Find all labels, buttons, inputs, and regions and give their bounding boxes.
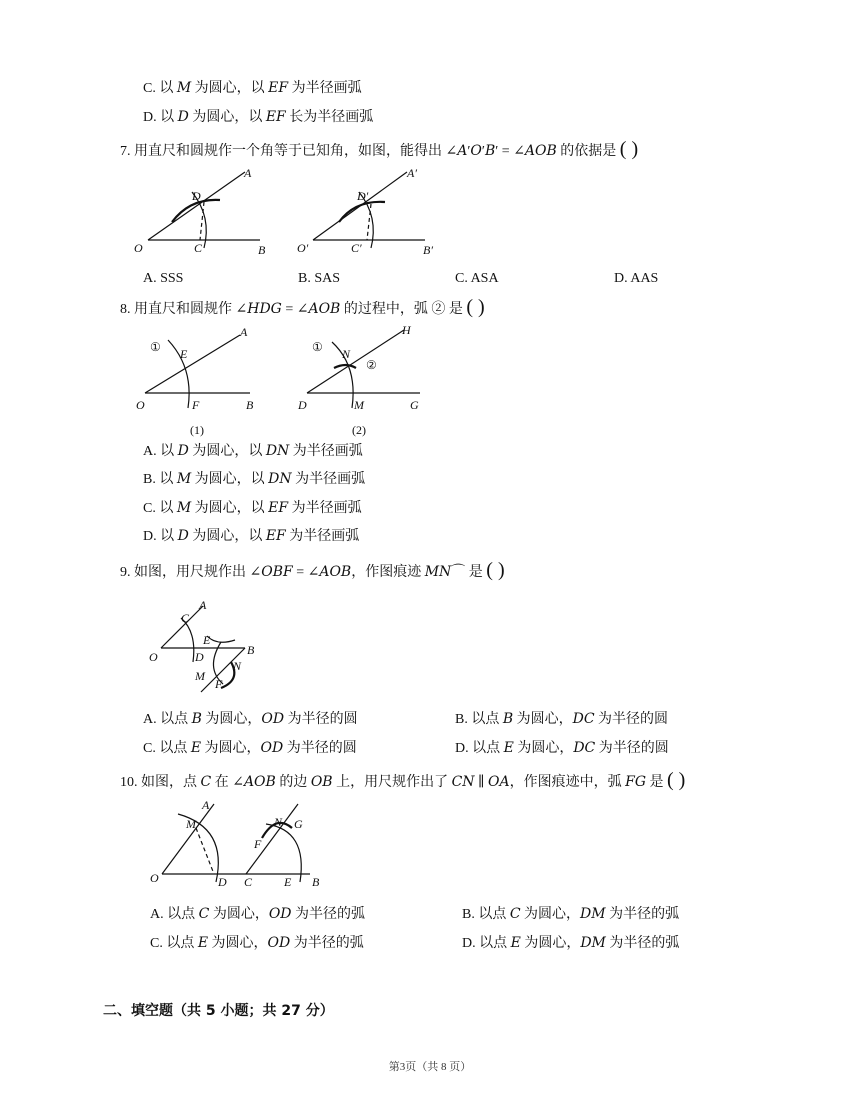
- label-e: E: [284, 875, 292, 889]
- arc-c-prime-d-prime: [339, 202, 385, 222]
- q6-option-c: C. 以 𝑀 为圆心，以 𝐸𝐹 为半径画弧: [143, 81, 362, 96]
- label-c: C: [194, 241, 203, 255]
- label-c-prime: C′: [351, 241, 362, 255]
- q7-option-a: A. SSS: [143, 271, 184, 286]
- q8-stem: [120, 298, 485, 319]
- ray-oa: [162, 804, 214, 874]
- label-b: B: [312, 875, 320, 889]
- label-d: D: [218, 875, 227, 889]
- q7-figure-1: [130, 162, 280, 262]
- label-arc-2: ②: [366, 358, 377, 372]
- label-m: M: [186, 817, 196, 831]
- q10-option-a: A. 以点 𝐶 为圆心，𝑂𝐷 为半径的弧: [150, 907, 366, 922]
- arc-md: [178, 814, 218, 882]
- label-b: B: [247, 643, 255, 657]
- label-o: O: [136, 398, 145, 412]
- label-a: A: [244, 166, 252, 180]
- q9-figure: [145, 592, 275, 697]
- label-m: M: [354, 398, 364, 412]
- label-e: E: [180, 347, 188, 361]
- arc-e: [207, 636, 235, 642]
- q9-option-d: D. 以点 𝐸 为圆心，𝐷𝐶 为半径的圆: [455, 741, 669, 756]
- q7-option-c: C. ASA: [455, 271, 499, 286]
- q9-stem: [120, 561, 505, 582]
- label-d-prime: D′: [357, 189, 369, 203]
- q10-figure: [148, 796, 338, 896]
- label-arc-1: ①: [150, 340, 161, 354]
- q8-answer-paren: ( ): [466, 296, 485, 318]
- label-m: M: [195, 669, 205, 683]
- arc-ne: [266, 824, 301, 882]
- q7-stem: [120, 140, 638, 161]
- section-2-title: 二、填空题（共 5 小题；共 27 分）: [103, 1003, 334, 1019]
- q7-option-d: D. AAS: [614, 271, 659, 286]
- label-a: A: [240, 325, 248, 339]
- q9-option-b: B. 以点 𝐵 为圆心，𝐷𝐶 为半径的圆: [455, 712, 669, 727]
- q8-figure-2: [292, 320, 432, 445]
- q7-answer-paren: ( ): [619, 138, 639, 160]
- label-g: G: [410, 398, 419, 412]
- q7-stem-text: 7. 用直尺和圆规作一个角等于已知角，如图，能得出 ∠𝐴′𝑂′𝐵′ = ∠𝐴𝑂𝐵 的依据是: [120, 144, 617, 159]
- label-g: G: [294, 817, 303, 831]
- label-b: B: [258, 243, 266, 257]
- label-n: N: [233, 659, 242, 673]
- label-b-prime: B′: [423, 243, 433, 257]
- label-e: E: [203, 633, 211, 647]
- label-o: O: [150, 871, 159, 885]
- label-o: O: [149, 650, 158, 664]
- label-h: H: [402, 323, 411, 337]
- arc-2: [334, 365, 356, 368]
- label-d: D: [195, 650, 204, 664]
- caption-1: (1): [190, 423, 204, 437]
- q10-option-c: C. 以点 𝐸 为圆心，𝑂𝐷 为半径的弧: [150, 936, 364, 951]
- q9-stem-text: 9. 如图，用尺规作出 ∠𝑂𝐵𝐹 = ∠𝐴𝑂𝐵，作图痕迹 𝑀𝑁⌒ 是: [120, 565, 483, 580]
- label-a-prime: A′: [407, 166, 417, 180]
- label-b: B: [246, 398, 254, 412]
- q7-option-b: B. SAS: [298, 271, 341, 286]
- label-o-prime: O′: [297, 241, 309, 255]
- q9-option-c: C. 以点 𝐸 为圆心，𝑂𝐷 为半径的圆: [143, 741, 357, 756]
- label-o: O: [134, 241, 143, 255]
- label-n: N: [342, 347, 351, 361]
- q9-option-a: A. 以点 𝐵 为圆心，𝑂𝐷 为半径的圆: [143, 712, 358, 727]
- label-f: F: [192, 398, 200, 412]
- q10-option-b: B. 以点 𝐶 为圆心，𝐷𝑀 为半径的弧: [462, 907, 680, 922]
- label-d: D: [298, 398, 307, 412]
- q7-figure-2: [295, 162, 455, 262]
- q8-option-a: A. 以 𝐷 为圆心，以 𝐷𝑁 为半径画弧: [143, 444, 363, 459]
- q10-answer-paren: ( ): [667, 769, 686, 791]
- label-f: F: [254, 837, 262, 851]
- label-a: A: [199, 598, 207, 612]
- caption-2: (2): [352, 423, 366, 437]
- q6-option-d: D. 以 𝐷 为圆心，以 𝐸𝐹 长为半径画弧: [143, 110, 374, 125]
- label-f: F: [215, 677, 223, 691]
- label-d: D: [192, 189, 201, 203]
- q10-option-d: D. 以点 𝐸 为圆心，𝐷𝑀 为半径的弧: [462, 936, 680, 951]
- label-a: A: [202, 798, 210, 812]
- label-arc-1: ①: [312, 340, 323, 354]
- ray-oa: [148, 172, 245, 240]
- q10-stem: [120, 771, 685, 792]
- q8-option-c: C. 以 𝑀 为圆心，以 𝐸𝐹 为半径画弧: [143, 501, 362, 516]
- q8-option-b: B. 以 𝑀 为圆心，以 𝐷𝑁 为半径画弧: [143, 472, 366, 487]
- label-n: N: [274, 815, 283, 829]
- label-c: C: [244, 875, 253, 889]
- q8-stem-text: 8. 用直尺和圆规作 ∠𝐻𝐷𝐺 = ∠𝐴𝑂𝐵 的过程中，弧 ② 是: [120, 302, 463, 317]
- q8-figure-1: [130, 320, 270, 445]
- q10-stem-text: 10. 如图，点 𝐶 在 ∠𝐴𝑂𝐵 的边 𝑂𝐵 上，用尺规作出了 𝐶𝑁 ∥ 𝑂𝐴，作图痕迹中，弧 𝐹𝐺 是: [120, 775, 664, 790]
- q9-answer-paren: ( ): [486, 559, 505, 581]
- page-footer: 第3页（共 8 页）: [388, 1061, 472, 1073]
- label-c: C: [181, 611, 190, 625]
- q8-option-d: D. 以 𝐷 为圆心，以 𝐸𝐹 为半径画弧: [143, 529, 360, 544]
